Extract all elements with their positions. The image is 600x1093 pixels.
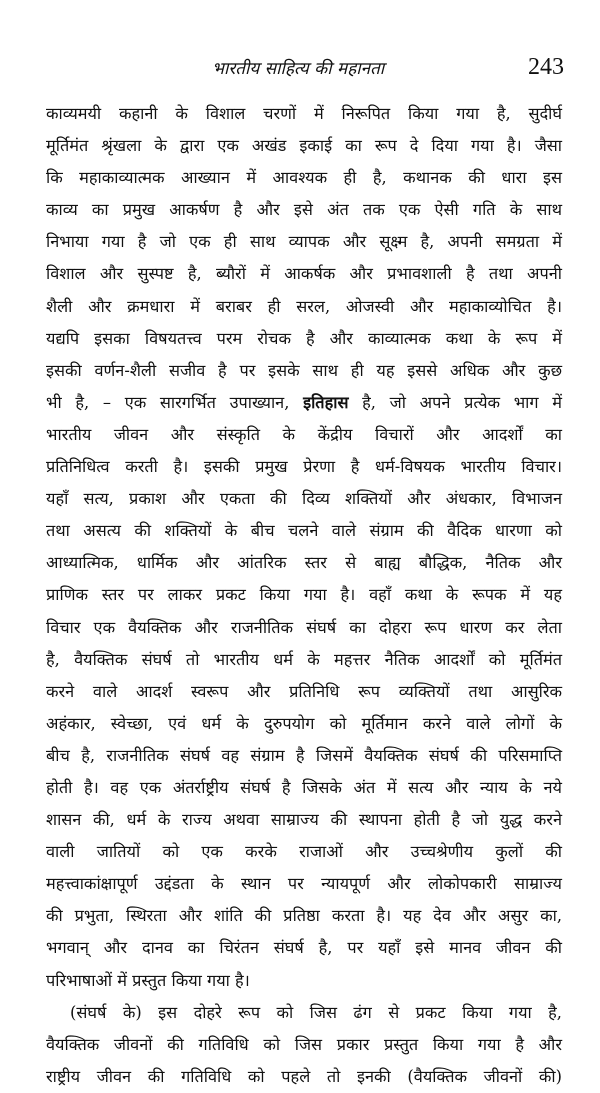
text-line: है, वैयक्तिक संघर्ष तो भारतीय धर्म के महत्तर नैतिक आदर्शों को मूर्तिमंत xyxy=(46,649,562,669)
text-line: राष्ट्रीय जीवन की गतिविधि को पहले तो इनकी (वैयक्तिक जीवनों की) xyxy=(46,1066,562,1086)
emphasized-term: इतिहास xyxy=(303,392,349,412)
text-line: काव्यमयी कहानी के विशाल चरणों में निरूपित किया गया है, सुदीर्घ xyxy=(46,104,562,123)
text-line: काव्य का प्रमुख आकर्षण है और इसे अंत तक एक ऐसी गति के साथ xyxy=(46,200,562,220)
text-line: इसकी वर्णन-शैली सजीव है पर इसके साथ ही यह इससे अधिक और कुछ xyxy=(46,360,562,380)
text-line: बीच है, राजनीतिक संघर्ष वह संग्राम है जिसमें वैयक्तिक संघर्ष की परिसमाप्ति xyxy=(46,745,562,765)
text-line: आध्यात्मिक, धार्मिक और आंतरिक स्तर से बाह्य बौद्धिक, नैतिक और xyxy=(46,553,562,573)
text-line: करने वाले आदर्श स्वरूप और प्रतिनिधि रूप व्यक्तियों तथा आसुरिक xyxy=(46,681,562,701)
paragraph xyxy=(46,997,562,1093)
text-line: होती है। वह एक अंतर्राष्ट्रीय संघर्ष है जिसके अंत में सत्य और न्याय के नये xyxy=(46,777,562,797)
text-line: यहाँ सत्य, प्रकाश और एकता की दिव्य शक्तियों और अंधकार, विभाजन xyxy=(46,489,562,509)
text-line: शैली और क्रमधारा में बराबर ही सरल, ओजस्वी और महाकाव्योचित है। xyxy=(46,296,562,316)
text-segment: है, जो अपने प्रत्येक भाग में xyxy=(348,392,562,412)
text-line: निभाया गया है जो एक ही साथ व्यापक और सूक्ष्म है, अपनी समग्रता में xyxy=(46,232,562,252)
text-line: तथा असत्य की शक्तियों के बीच चलने वाले संग्राम की वैदिक धारणा को xyxy=(46,521,562,541)
text-line: मूर्तिमंत श्रृंखला के द्वारा एक अखंड इकाई का रूप दे दिया गया है। जैसा xyxy=(46,136,562,156)
text-line: यद्यपि इसका विषयतत्त्व परम रोचक है और काव्यात्मक कथा के रूप में xyxy=(46,328,562,348)
text-line: महत्त्वाकांक्षापूर्ण उद्दंडता के स्थान पर न्यायपूर्ण और लोकोपकारी साम्राज्य xyxy=(46,874,562,894)
text-line: अहंकार, स्वेच्छा, एवं धर्म के दुरुपयोग को मूर्तिमान करने वाले लोगों के xyxy=(46,713,562,733)
text-line: शासन की, धर्म के राज्य अथवा साम्राज्य की स्थापना होती है जो युद्ध करने xyxy=(46,810,562,830)
text-line: भगवान् और दानव का चिरंतन संघर्ष है, पर यहाँ इसे मानव जीवन की xyxy=(46,938,562,958)
text-line: विचार एक वैयक्तिक और राजनीतिक संघर्ष का दोहरा रूप धारण कर लेता xyxy=(46,617,562,637)
text-line: प्राणिक स्तर पर लाकर प्रकट किया गया है। वहाँ कथा के रूपक में यह xyxy=(46,585,562,605)
text-line: परिभाषाओं में प्रस्तुत किया गया है। xyxy=(46,970,250,990)
text-line: विशाल और सुस्पष्ट है, ब्यौरों में आकर्षक और प्रभावशाली है तथा अपनी xyxy=(46,264,562,284)
text-line: (संघर्ष के) इस दोहरे रूप को जिस ढंग से प्रकट किया गया है, xyxy=(70,1002,562,1022)
paragraph xyxy=(46,98,562,997)
header-title: भारतीय साहित्य की महानता xyxy=(212,59,385,79)
text-line: भारतीय जीवन और संस्कृति के केंद्रीय विचारों और आदर्शों का xyxy=(46,424,562,444)
body-text xyxy=(46,98,562,1093)
text-line xyxy=(46,387,562,419)
text-line: प्रतिनिधित्व करती है। इसकी प्रमुख प्रेरणा है धर्म-विषयक भारतीय विचार। xyxy=(46,457,562,477)
text-line: वैयक्तिक जीवनों की गतिविधि को जिस प्रकार प्रस्तुत किया गया है और xyxy=(46,1034,562,1054)
text-line: कि महाकाव्यात्मक आख्यान में आवश्यक ही है, कथानक की धारा इस xyxy=(46,168,562,188)
running-header xyxy=(0,50,600,90)
page-number: 243 xyxy=(528,54,564,80)
text-segment: भी है, – एक सारगर्भित उपाख्यान, xyxy=(46,392,304,412)
text-line: वाली जातियों को एक करके राजाओं और उच्चश्रेणीय कुलों की xyxy=(46,842,562,862)
text-line: की प्रभुता, स्थिरता और शांति की प्रतिष्ठा करता है। यह देव और असुर का, xyxy=(46,906,562,926)
